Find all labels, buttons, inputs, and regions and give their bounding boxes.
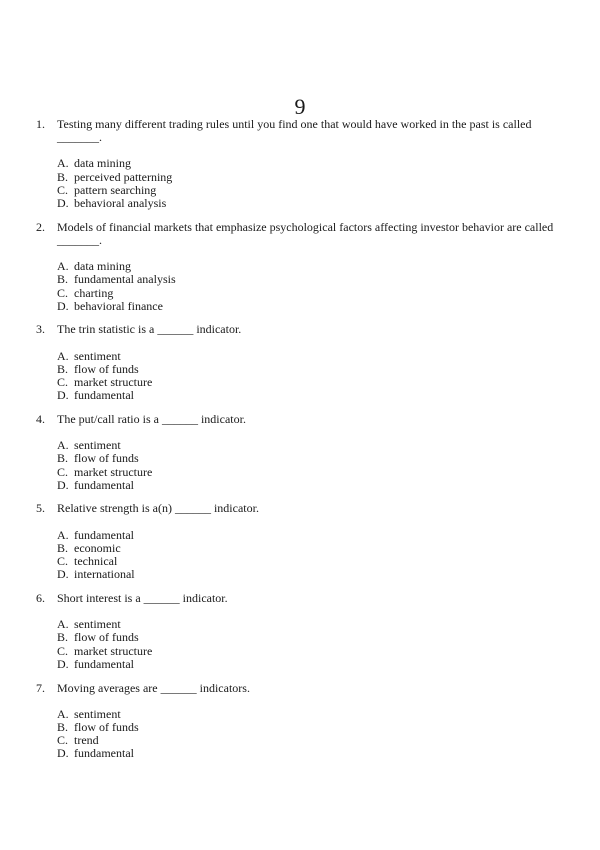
answer-options bbox=[0, 708, 600, 761]
option-text: flow of funds bbox=[74, 451, 139, 466]
question-stem bbox=[0, 221, 600, 247]
option-c bbox=[57, 645, 600, 658]
question-1 bbox=[0, 118, 600, 210]
option-text: market structure bbox=[74, 464, 153, 479]
option-text: sentiment bbox=[74, 706, 121, 721]
question-text: Moving averages are ______ indicators. bbox=[57, 680, 250, 695]
option-letter: B. bbox=[57, 272, 69, 287]
option-d bbox=[57, 568, 600, 581]
option-d bbox=[57, 747, 600, 760]
question-number: 7. bbox=[36, 680, 45, 695]
option-letter: C. bbox=[57, 182, 69, 197]
option-letter: C. bbox=[57, 285, 69, 300]
option-letter: C. bbox=[57, 464, 69, 479]
option-b bbox=[57, 721, 600, 734]
question-text: Short interest is a ______ indicator. bbox=[57, 590, 228, 605]
option-text: fundamental bbox=[74, 746, 134, 761]
question-text: The put/call ratio is a ______ indicator. bbox=[57, 411, 246, 426]
option-text: fundamental bbox=[74, 656, 134, 671]
question-text: Models of financial markets that emphasize psychological factors affecting investor behavior are called _______. bbox=[57, 219, 554, 247]
option-letter: D. bbox=[57, 656, 69, 671]
option-b bbox=[57, 273, 600, 286]
question-stem bbox=[0, 118, 600, 144]
option-letter: B. bbox=[57, 451, 69, 466]
option-letter: A. bbox=[57, 527, 69, 542]
option-d bbox=[57, 658, 600, 671]
question-5 bbox=[0, 502, 600, 581]
option-letter: B. bbox=[57, 630, 69, 645]
option-text: fundamental bbox=[74, 388, 134, 403]
option-letter: C. bbox=[57, 643, 69, 658]
option-text: data mining bbox=[74, 156, 131, 171]
question-stem bbox=[0, 502, 600, 515]
question-stem bbox=[0, 413, 600, 426]
option-letter: D. bbox=[57, 196, 69, 211]
option-d bbox=[57, 197, 600, 210]
answer-options bbox=[0, 350, 600, 403]
option-d bbox=[57, 300, 600, 313]
option-letter: C. bbox=[57, 554, 69, 569]
option-letter: A. bbox=[57, 438, 69, 453]
question-3 bbox=[0, 323, 600, 402]
option-text: flow of funds bbox=[74, 719, 139, 734]
option-text: sentiment bbox=[74, 348, 121, 363]
option-letter: D. bbox=[57, 567, 69, 582]
option-text: economic bbox=[74, 540, 121, 555]
option-letter: D. bbox=[57, 746, 69, 761]
option-a bbox=[57, 529, 600, 542]
option-text: technical bbox=[74, 554, 118, 569]
answer-options bbox=[0, 439, 600, 492]
question-number: 5. bbox=[36, 501, 45, 516]
option-text: charting bbox=[74, 285, 114, 300]
option-text: sentiment bbox=[74, 438, 121, 453]
option-c bbox=[57, 555, 600, 568]
option-letter: D. bbox=[57, 388, 69, 403]
option-text: data mining bbox=[74, 259, 131, 274]
option-text: international bbox=[74, 567, 135, 582]
option-letter: C. bbox=[57, 375, 69, 390]
question-number: 1. bbox=[36, 117, 45, 131]
option-letter: B. bbox=[57, 540, 69, 555]
option-text: flow of funds bbox=[74, 630, 139, 645]
answer-options bbox=[0, 260, 600, 313]
option-letter: A. bbox=[57, 617, 69, 632]
page-number: 9 bbox=[294, 94, 306, 119]
answer-options bbox=[0, 157, 600, 210]
option-text: market structure bbox=[74, 375, 153, 390]
answer-options bbox=[0, 529, 600, 582]
option-text: fundamental bbox=[74, 527, 134, 542]
option-text: behavioral finance bbox=[74, 298, 163, 313]
question-stem bbox=[0, 323, 600, 336]
option-letter: A. bbox=[57, 348, 69, 363]
option-letter: A. bbox=[57, 706, 69, 721]
option-c bbox=[57, 734, 600, 747]
option-letter: A. bbox=[57, 156, 69, 171]
question-4 bbox=[0, 413, 600, 492]
question-text: The trin statistic is a ______ indicator. bbox=[57, 322, 242, 337]
option-text: fundamental bbox=[74, 477, 134, 492]
option-text: perceived patterning bbox=[74, 169, 173, 184]
answer-options bbox=[0, 618, 600, 671]
option-c bbox=[57, 466, 600, 479]
question-2 bbox=[0, 221, 600, 313]
question-number: 2. bbox=[36, 219, 45, 234]
option-letter: A. bbox=[57, 259, 69, 274]
option-c bbox=[57, 376, 600, 389]
question-number: 4. bbox=[36, 411, 45, 426]
option-text: trend bbox=[74, 733, 99, 748]
question-6 bbox=[0, 592, 600, 671]
question-text: Relative strength is a(n) ______ indicator. bbox=[57, 501, 259, 516]
option-d bbox=[57, 389, 600, 402]
question-stem bbox=[0, 592, 600, 605]
option-text: market structure bbox=[74, 643, 153, 658]
question-text: Testing many different trading rules until you find one that would have worked in the past is called _______. bbox=[57, 117, 532, 145]
option-d bbox=[57, 479, 600, 492]
option-letter: D. bbox=[57, 477, 69, 492]
option-text: behavioral analysis bbox=[74, 196, 167, 211]
option-text: sentiment bbox=[74, 617, 121, 632]
question-number: 6. bbox=[36, 590, 45, 605]
question-list bbox=[0, 118, 600, 771]
option-letter: C. bbox=[57, 733, 69, 748]
option-text: pattern searching bbox=[74, 182, 157, 197]
question-7 bbox=[0, 682, 600, 761]
option-text: fundamental analysis bbox=[74, 272, 176, 287]
question-number: 3. bbox=[36, 322, 45, 337]
option-text: flow of funds bbox=[74, 361, 139, 376]
option-letter: D. bbox=[57, 298, 69, 313]
option-letter: B. bbox=[57, 361, 69, 376]
option-letter: B. bbox=[57, 719, 69, 734]
question-stem bbox=[0, 682, 600, 695]
option-b bbox=[57, 542, 600, 555]
option-letter: B. bbox=[57, 169, 69, 184]
